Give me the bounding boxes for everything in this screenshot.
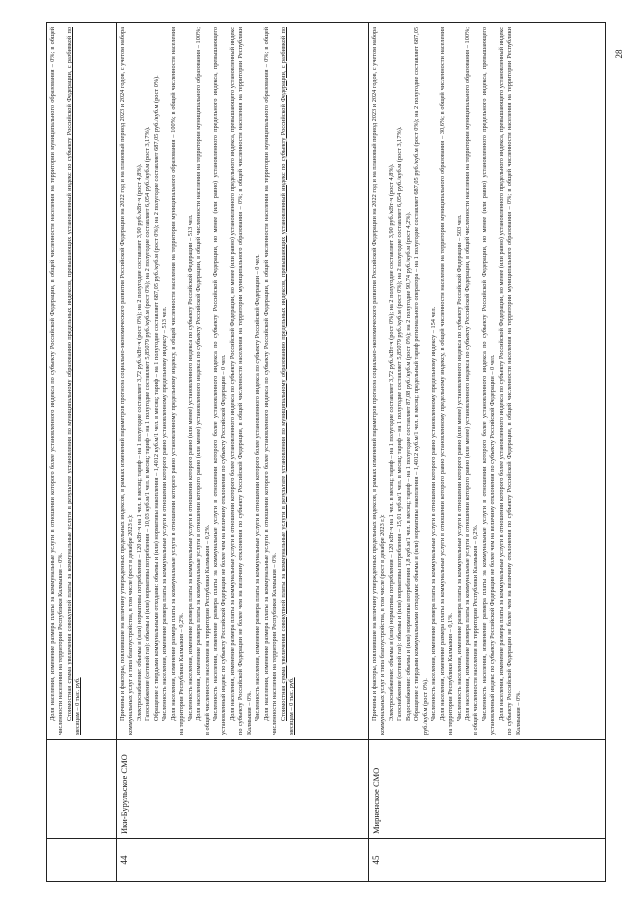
paragraph: Газоснабжение (сетевой газ): объемы и (или) нормативы потребления – 15,01 куб.м/1 чел. в месяц; тариф – на 1 полугодие составляет 5,85079 руб./куб.м (рост 0%); на 2 полугодие составляет 6,054 руб./куб.м (рост 3,17%). [396, 126, 404, 721]
municipality-name [47, 740, 117, 839]
paragraph: Численность населения, изменение размера платы за коммунальные услуги в отношении которого равно установленному предельному индексу – 513 чел. [161, 306, 169, 721]
page-number: 28 [614, 49, 624, 59]
paragraph: Численность населения, изменение размера платы за коммунальные услуги в отношении которого более установленного индекса по субъекту Российской Федерации, но менее (или равно) установленного предельного индекса, превышающего установленный индекс по субъекту Российской Федерации не более чем на величину отклонения по субъекту Российской Федерации – 0 чел. [211, 27, 228, 735]
paragraph: Численность населения, изменение размера платы за коммунальные услуги в отношении которого более установленного индекса по субъекту Российской Федерации – 0 чел. [254, 254, 262, 721]
table-row [47, 23, 117, 882]
paragraph: Доля населения, изменение размера платы за коммунальные услуги в отношении которого более установленного индекса по субъекту Российской Федерации, в общей численности населения на территории муниципального образования – 0%; в общей численности населения на территории Республики Калмыкия – 0%. [49, 27, 65, 735]
paragraph: Электроснабжение: объемы и (или) нормативы потребления – 120 кВт·ч на 1 чел. в месяц; тариф – на 1 полугодие составляет 3,72 руб./кВт·ч (рост 0%); на 2 полугодие составляет 3,90 руб./кВт·ч (рост 4,8%). [135, 163, 143, 721]
paragraph: Причины и факторы, повлиявшие на величину утвержденных предельных индексов, в рамках изменений параметров прогноза социально-экономического развития Российской Федерации на 2022 год и на плановый период 2023 и 2024 годов, с учетом набора коммунальных услуг и типа благоустройства, в том числе (рост в декабре 2023 г.): [371, 27, 387, 735]
row-text [47, 23, 117, 740]
paragraph: Численность населения, изменение размера платы за коммунальные услуги в отношении которого равно установленному предельному индексу – 154 чел. [430, 306, 438, 721]
row-text [369, 23, 606, 740]
paragraph: Численность населения, изменение размера платы за коммунальные услуги в отношении которого равно (или менее) установленного индекса по субъекту Российской Федерации – 513 чел. [186, 214, 194, 721]
paragraph: Стоимостная сумма увеличения совокупной платы за коммунальные услуги в результате установления по муниципальному образованию предельных индексов, превышающих установленный индекс по субъекту Российской Федерации, с разбивкой по месяцам – 0 тыс. руб. [65, 27, 82, 735]
table-row [117, 23, 369, 882]
paragraph: Обращение с твердыми коммунальными отходами: объемы и (или) нормативы накопления – 1,4012 куб.м/1 чел. в месяц; предельный тариф регионального оператора – на 1 полугодие составляет 687,05 руб./куб.м (рост 0%); на 2 полугодие составляет 687,05 руб./куб.м (рост 0%). [413, 27, 429, 735]
row-text [117, 23, 369, 740]
paragraph: Численность населения, изменение размера платы за коммунальные услуги в отношении которого более установленного индекса по субъекту Российской Федерации, но менее (или равно) установленного предельного индекса, превышающего установленный индекс по субъекту Российской Федерации не более чем на величину отклонения по субъекту Российской Федерации – 0 чел. [480, 27, 497, 735]
municipality-name: Ики-Бурульское СМО [117, 740, 369, 839]
municipality-name: Мирненское СМО [369, 740, 606, 839]
row-number: 45 [369, 839, 606, 882]
rotated-page-content [46, 22, 606, 882]
row-number: 44 [117, 839, 369, 882]
paragraph: Причины и факторы, повлиявшие на величину утвержденных предельных индексов, в рамках изменений параметров прогноза социально-экономического развития Российской Федерации на 2022 год и на плановый период 2023 и 2024 годов, с учетом набора коммунальных услуг и типа благоустройства, в том числе (рост в декабре 2023 г.): [119, 27, 135, 735]
paragraph: Газоснабжение (сетевой газ): объемы и (или) нормативы потребления – 10,03 куб.м/1 чел. в месяц; тариф – на 1 полугодие составляет 5,85079 руб./куб.м (рост 0%); на 2 полугодие составляет 6,054 руб./куб.м (рост 3,17%). [144, 126, 152, 721]
paragraph: Доля населения, изменение размера платы за коммунальные услуги в отношении которого более установленного индекса по субъекту Российской Федерации, но менее (или равно) установленного предельного индекса, превышающего установленный индекс по субъекту Российской Федерации не более чем на величину отклонения по субъекту Российской Федерации, в общей численности населения на территории муниципального образования – 0%; в общей численности населения на территории Республики Калмыкия – 0%. [497, 27, 522, 735]
paragraph: Доля населения, изменение размера платы за коммунальные услуги в отношении которого более установленного индекса по субъекту Российской Федерации, в общей численности населения на территории муниципального образования – 0%; в общей численности населения на территории Республики Калмыкия – 0%. [262, 27, 279, 735]
paragraph: Обращение с твердыми коммунальными отходами: объемы и (или) нормативы накопления – 1,4012 куб.м/1 чел. в месяц; тариф – на 1 полугодие составляет 687,05 руб./куб.м (рост 0%); на 2 полугодие составляет 687,05 руб./куб.м (рост 0%). [152, 75, 160, 721]
paragraph: Доля населения, изменение размера платы за коммунальные услуги в отношении которого равно установленному предельному индексу, в общей численности населения на территории муниципального образования – 30,6%; в общей численности населения на территории Республики Калмыкия – 0,1%. [438, 27, 455, 735]
paragraph: Доля населения, изменение размера платы за коммунальные услуги в отношении которого более установленного индекса по субъекту Российской Федерации, но менее (или равно) установленного предельного индекса, превышающего установленный индекс по субъекту Российской Федерации не более чем на величину отклонения по субъекту Российской Федерации, в общей численности населения на территории муниципального образования – 0%; в общей численности населения на территории Республики Калмыкия – 0%. [228, 27, 253, 735]
document-page [46, 22, 606, 882]
paragraph: Водоснабжение: объемы и (или) нормативы потребления 1,8 куб.м/1 чел. в месяц; тариф – на 1 полугодие составляет 87,08 руб./куб.м (рост 0%); на 2 полугодие 90,74 руб./куб.м (рост 4,2%). [404, 211, 412, 721]
paragraph: Электроснабжение: объемы и (или) нормативы потребления – 120 кВт·ч на 1 чел. в месяц; тариф – на 1 полугодие составляет 3,72 руб./кВт·ч (рост 0%); на 2 полугодие составляет 3,90 руб./кВт·ч (рост 4,8%). [387, 163, 395, 721]
paragraph: Доля населения, изменение размера платы за коммунальные услуги в отношении которого равно (или менее) установленного индекса по субъекту Российской Федерации, в общей численности населения на территории муниципального образования – 100%; в общей численности населения на территории Республики Калмыкия – 0,2%. [195, 27, 211, 735]
table-row [369, 23, 606, 882]
paragraph: Доля населения, изменение размера платы за коммунальные услуги в отношении которого равно (или менее) установленного индекса по субъекту Российской Федерации, в общей численности населения на территории муниципального образования – 100%; в общей численности населения на территории Республики Калмыкия – 0,2%. [463, 27, 480, 735]
paragraph: Стоимостная сумма увеличения совокупной платы за коммунальные услуги в результате установления по муниципальному образованию предельных индексов, превышающих установленный индекс по субъекту Российской Федерации, с разбивкой по месяцам – 0 тыс. руб. [279, 27, 296, 735]
paragraph: Численность населения, изменение размера платы за коммунальные услуги в отношении которого равно (или менее) установленного индекса по субъекту Российской Федерации – 503 чел. [455, 214, 463, 721]
row-number [47, 839, 117, 882]
report-table [46, 22, 606, 882]
paragraph: Доля населения, изменение размера платы за коммунальные услуги в отношении которого равно установленному предельному индексу, в общей численности населения на территории муниципального образования – 100%; в общей численности населения на территории Республики Калмыкия – 0,2%. [169, 27, 186, 735]
